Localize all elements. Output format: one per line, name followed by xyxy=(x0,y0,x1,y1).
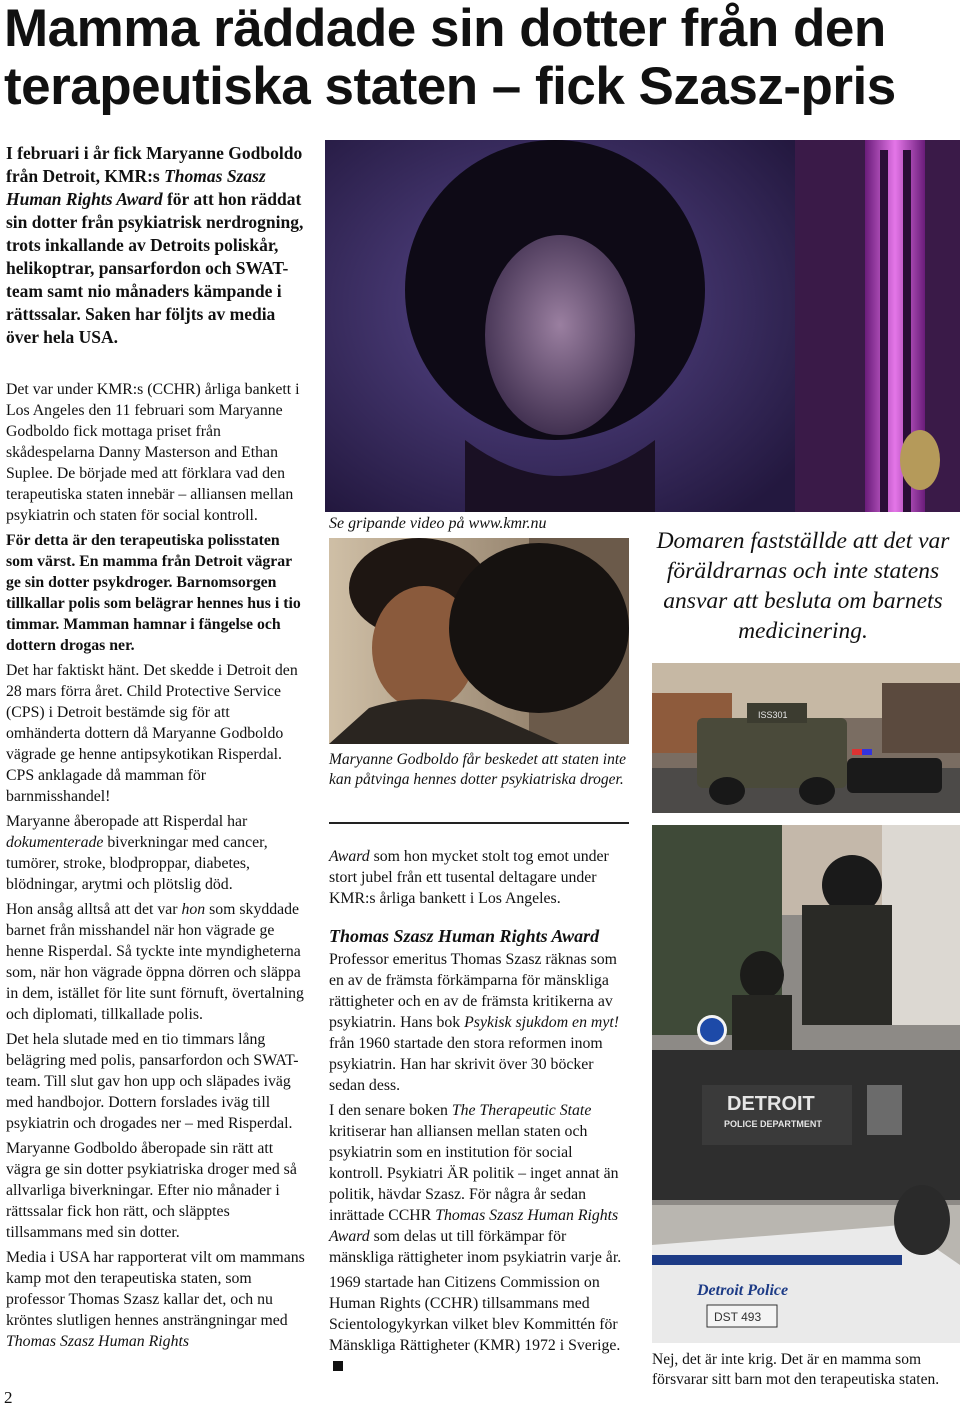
sidebar xyxy=(329,846,629,1381)
photo-godboldo-hug xyxy=(329,538,629,744)
photo-godboldo-screen xyxy=(325,140,960,512)
pull-quote: Domaren fastställde att det var föräldrarnas och inte statens ansvar att besluta om barnets medicinering. xyxy=(656,528,950,644)
article-paragraph: Hon ansåg alltså att det var hon som skyddade barnet från misshandel när hon vägrade ge henne Risperdal. Så tyckte inte myndigheterna som, när hon vägrade öppna dörren och släppa in dem, istället för lite sunt förnuft, övertalning och diplomati, tillkallade polis. xyxy=(6,901,304,1023)
photo-swat-team xyxy=(652,825,960,1343)
headline: Mamma räddade sin dotter från den terapeutiska staten – fick Szasz-pris xyxy=(4,0,896,116)
photo-caption: Nej, det är inte krig. Det är en mamma som försvarar sitt barn mot den terapeutiska staten. xyxy=(652,1351,940,1388)
page-number: 2 xyxy=(4,1388,13,1407)
photo-armored-vehicle xyxy=(652,663,960,813)
article-paragraph-bold: För detta är den terapeutiska polisstaten som värst. En mamma från Detroit vägrar ge sin dotter psykdroger. Barnomsorgen tillkallar polis som belägrar hennes hus i tio timmar. Mamman hamnar i fängelse och dottern drogas ner. xyxy=(6,532,301,654)
article-paragraph: Maryanne åberopade att Risperdal har dokumenterade biverkningar med cancer, tumörer, stroke, blodproppar, diabetes, blödningar, arytmi och plötslig död. xyxy=(6,813,268,893)
article-paragraph: Media i USA har rapporterat vilt om mammans kamp mot den terapeutiska staten, som professor Thomas Szasz kallar det, och nu kröntes slutligen hennes ansträngningar med Thomas Szasz Human Rights xyxy=(6,1249,305,1350)
article-paragraph: Det hela slutade med en tio timmars lång belägring med polis, pansarfordon och SWAT-team. Till slut gav hon upp och släpades iväg med handbojor. Dottern forslades iväg till psykiatrin och drogades ner – med Risperdal. xyxy=(6,1031,299,1132)
photo-godboldo-hug-image xyxy=(329,538,629,744)
license-plate-text: DST 493 xyxy=(714,1310,762,1324)
end-mark-icon xyxy=(333,1361,343,1371)
video-caption: Se gripande video på www.kmr.nu xyxy=(329,515,547,532)
police-car-text: Detroit Police xyxy=(697,1282,789,1299)
article-paragraph: Det har faktiskt hänt. Det skedde i Detroit den 28 mars förra året. Child Protective Service (CPS) i Detroit bestämde sig för att omhänderta dottern då Maryanne Godboldo vägrade ge henne antipsykotikan Risperdal. CPS anklagade då mamman för barnmisshandel! xyxy=(6,662,298,805)
article-paragraph: Det var under KMR:s (CCHR) årliga bankett i Los Angeles den 11 februari som Maryanne Godboldo fick mottaga priset från skådespelarna Danny Masterson and Ethan Suplee. De började med att förklara vad den terapeutiska staten innebär – alliansen mellan psykiatrin och staten för social kontroll. xyxy=(6,381,300,524)
sidebar-paragraph: I den senare boken The Therapeutic State kritiserar han alliansen mellan staten och psykiatrin som en institution för social kontroll. Psykiatri ÄR politik – inget annat än politik, hävdar Szasz. För några år sedan inrättade CCHR Thomas Szasz Human Rights Award som delas ut till förkämpar för mänskliga rättigheter inom psykiatrin varje år. xyxy=(329,1102,622,1266)
lead-paragraph: I februari i år fick Maryanne Godboldo från Detroit, KMR:s Thomas Szasz Human Rights Award för att hon räddat sin dotter från psykiatrisk nerdrogning, trots inkallande av Detroits poliskår, helikoptrar, pansarfordon och SWAT-team samt nio månaders kämpande i rättssalar. Saken har följts av media över hela USA. xyxy=(6,143,304,347)
photo-caption: Maryanne Godboldo får beskedet att staten inte kan påtvinga hennes dotter psykiatriska droger. xyxy=(329,751,627,788)
tank-id-text: ISS301 xyxy=(758,710,788,720)
sidebar-paragraph: Award som hon mycket stolt tog emot under stort jubel från ett tusental deltagare under KMR:s årliga bankett i Los Angeles. xyxy=(329,848,609,907)
photo-armored-vehicle-image xyxy=(652,663,960,813)
sidebar-paragraph: 1969 startade han Citizens Commission on Human Rights (CCHR) tillsammans med Scientologykyrkan vilket blev Kommittén för Mänskliga Rättigheter (KMR) 1972 i Sverige. xyxy=(329,1272,629,1377)
photo-swat-team-image xyxy=(652,825,960,1343)
photo-godboldo-screen-image xyxy=(325,140,960,512)
article-paragraph: Maryanne Godboldo åberopade sin rätt att vägra ge sin dotter psykiatriska droger med så allvarliga biverkningar. Efter nio månader i rättssalar fick hon rätt, och släpptes tillsammans med sin dotter. xyxy=(6,1140,297,1241)
truck-text-2: POLICE DEPARTMENT xyxy=(724,1119,822,1129)
sidebar-paragraph: Professor emeritus Thomas Szasz räknas som en av de främsta förkämparna för mänskliga rättigheter och en av de främsta kritikerna av psykiatrin. Hans bok Psykisk sjukdom en myt! från 1960 startade den stora reformen inom psykiatrin. Han har skrivit över 30 böcker sedan dess. xyxy=(329,951,619,1094)
truck-text: DETROIT xyxy=(727,1093,815,1115)
article-column xyxy=(6,142,306,1356)
sidebar-heading: Thomas Szasz Human Rights Award xyxy=(329,926,600,946)
caption-rule xyxy=(329,822,629,824)
